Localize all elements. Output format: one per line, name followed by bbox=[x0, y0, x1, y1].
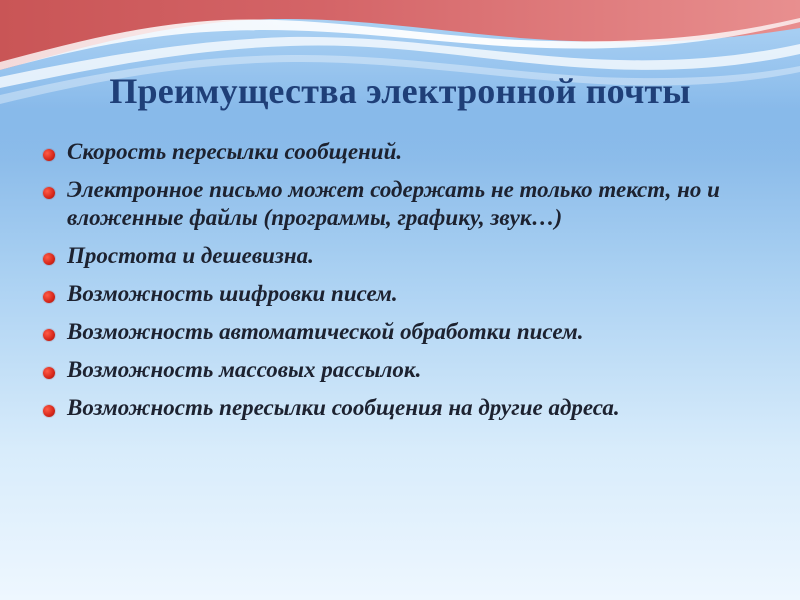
bullet-text: Простота и дешевизна. bbox=[67, 243, 314, 269]
bullet-text: Возможность шифровки писем. bbox=[67, 281, 398, 307]
list-item bbox=[40, 394, 780, 422]
list-item bbox=[40, 176, 780, 232]
list-item bbox=[40, 318, 780, 346]
list-item bbox=[40, 242, 780, 270]
list-item bbox=[40, 138, 780, 166]
round-bullet-icon bbox=[43, 187, 55, 199]
bullet-text: Скорость пересылки сообщений. bbox=[67, 139, 403, 164]
bullet-text: Возможность массовых рассылок. bbox=[67, 357, 422, 383]
list-item bbox=[40, 356, 780, 384]
page-title: Преимущества электронной почты bbox=[109, 71, 691, 111]
list-item bbox=[40, 280, 780, 308]
benefits-list bbox=[40, 138, 780, 432]
bullet-text: Возможность автоматической обработки писем. bbox=[67, 319, 584, 345]
round-bullet-icon bbox=[43, 149, 55, 161]
bullet-text: Возможность пересылки сообщения на другие адреса. bbox=[67, 395, 620, 421]
bullet-text: Электронное письмо может содержать не только текст, но и вложенные файлы (программы, графику, звук…) bbox=[67, 177, 720, 231]
